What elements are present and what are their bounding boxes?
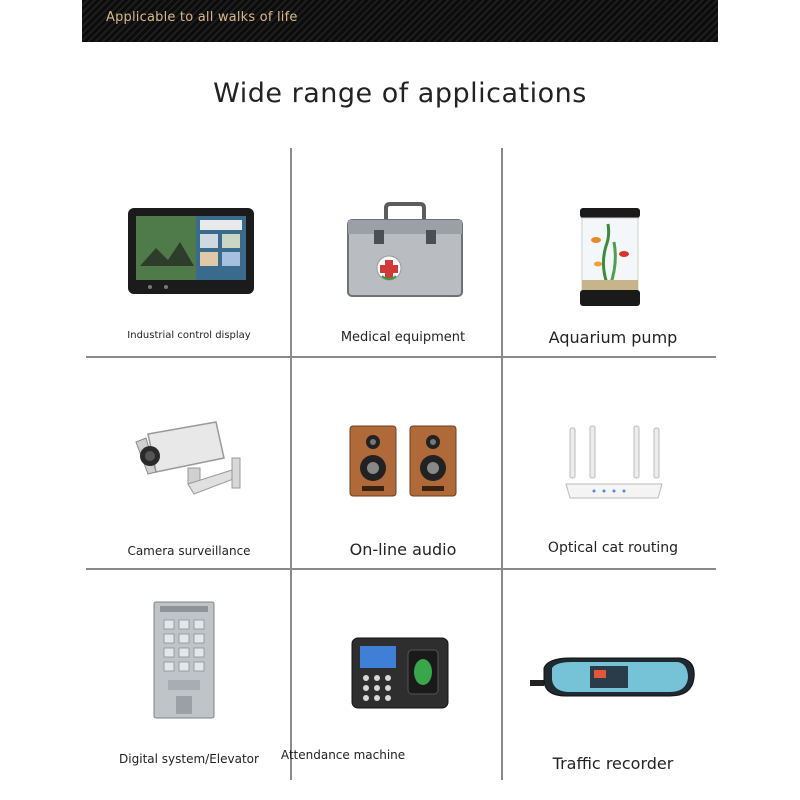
- speakers-icon: [300, 360, 506, 530]
- top-banner: [82, 0, 718, 42]
- application-label: Digital system/Elevator: [119, 752, 259, 766]
- application-tile-attendance: [280, 572, 506, 782]
- banner-text: Applicable to all walks of life: [106, 10, 298, 25]
- application-label: Optical cat routing: [547, 540, 679, 556]
- medical-case-icon: [300, 148, 506, 318]
- page-title: Wide range of applications: [213, 78, 587, 109]
- application-tile-audio: [300, 360, 506, 570]
- application-tile-router: [510, 360, 716, 570]
- application-label: Aquarium pump: [548, 328, 678, 347]
- application-tile-traffic-recorder: [510, 572, 716, 782]
- application-label: Medical equipment: [340, 330, 466, 345]
- application-label: Industrial control display: [127, 330, 251, 341]
- application-label: Camera surveillance: [127, 544, 251, 558]
- fingerprint-terminal-icon: [300, 572, 506, 742]
- tablet-icon: [86, 148, 292, 318]
- application-label: Attendance machine: [280, 748, 406, 762]
- application-tile-camera: [86, 360, 292, 570]
- application-tile-aquarium: [510, 148, 716, 358]
- router-icon: [510, 360, 716, 530]
- application-label: On-line audio: [349, 540, 457, 559]
- application-tile-medical: [300, 148, 506, 358]
- dashcam-mirror-icon: [510, 572, 716, 742]
- application-tile-industrial-control: [86, 148, 292, 358]
- application-label: Traffic recorder: [552, 754, 674, 773]
- security-camera-icon: [86, 360, 292, 530]
- applications-grid: [86, 148, 716, 780]
- elevator-keypad-icon: [86, 572, 292, 742]
- aquarium-icon: [510, 148, 716, 318]
